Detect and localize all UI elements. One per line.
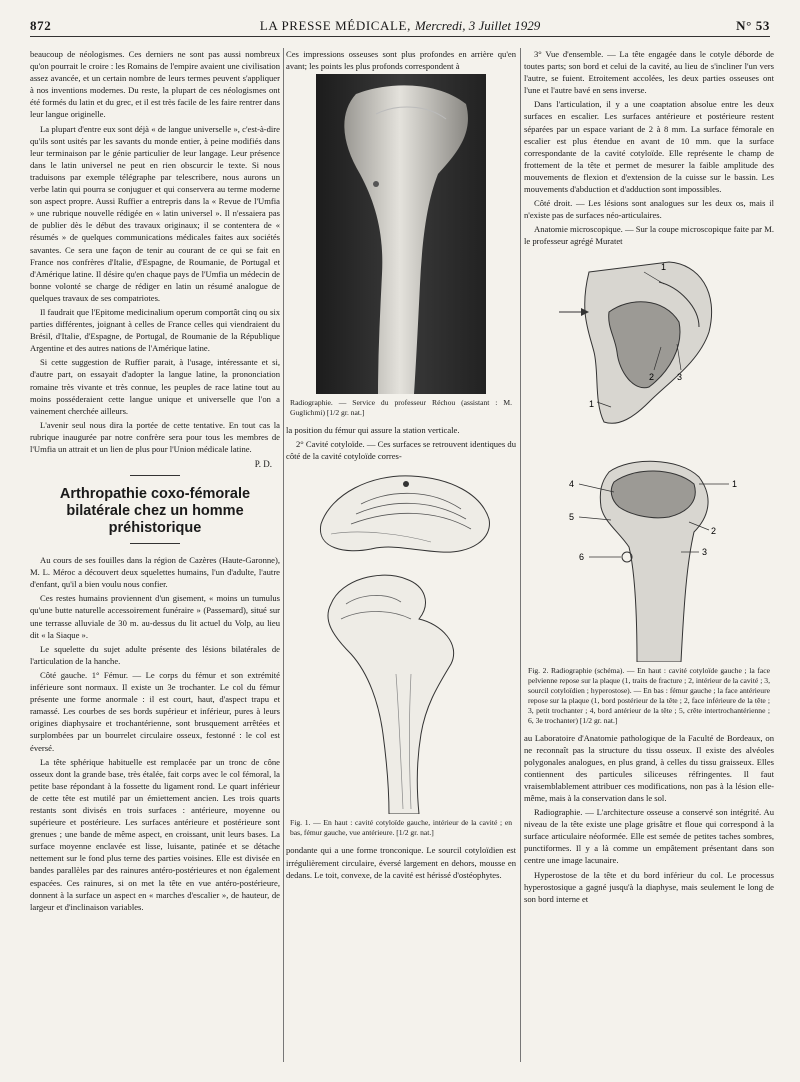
diagram-label: 5 (569, 511, 575, 522)
paragraph: Au cours de ses fouilles dans la région de Cazères (Haute-Garonne), M. L. Méroc a découvert deux squelettes humains, l'un d'adulte, l'autre d'enfant, qu'il a bien voulu nous confier. (30, 555, 280, 590)
issue-date: Mercredi, 3 Juillet 1929 (414, 18, 541, 33)
diagram-label: 2 (711, 525, 717, 536)
article-title: Arthropathie coxo-fémorale bilatérale chez un homme préhistorique (59, 486, 251, 537)
page-header (30, 14, 770, 37)
column-rule (520, 48, 521, 1062)
paragraph: La tête sphérique habituelle est remplacée par un tronc de cône osseux dont la grande base, très étalée, fait corps avec le col fémoral, la petite base répondant à la fossette du ligament rond. Le quart inférieur de cette tête est mutilé par un émiettement ancien. Les trois quarts restants sont divisés en trois surfaces : antérieure, moyenne ou supérieure et postérieure. Les surfaces antérieure et postérieure sont grenues ; une bande de même aspect, en croissant, unit leurs bases. La surface moyenne enclavée est lisse, luisante, patinée et se détache nettement sur le fond plus terne des parties voisines. Elle est divisée en bandes parallèles par des rainures antéro-postérieures et non également espacées. Ces rainures, si on met la tête en vue antéro-postérieure, donnent à la surface un aspect en « marches d'escalier », de hauteur, de largeur et d'inclinaison variables. (30, 756, 280, 912)
femur-drawing (301, 564, 501, 814)
diagram-label: 3 (702, 546, 708, 557)
paragraph: Si cette suggestion de Ruffier parait, à l'usage, intéressante et si, d'autre part, on essayait d'adopter la langue latine, la prononciation romaine très vivante et très connue, les peuples de race latine tout au moins posséderaient cette langue unique et universelle que l'on a vainement cherchée ailleurs. (30, 357, 280, 416)
column-middle (286, 48, 516, 1066)
paragraph: La plupart d'entre eux sont déjà « de langue universelle », c'est-à-dire qu'ils sont usités par les savants du monde entier, à peine modifiés dans leur terminaison par le génie particulier de leur langage. Leur présence dans le latin universel ne peut en rien obscurcir le texte. Si nous traduisons par exemple télégraphe par telescribere, nous aurons un verbe latin qui pourra se conjuguer et qui conservera au terme moderne son aspect propre. Aussi Ruffier a entrepris dans la « Revue de l'Umfia » une rubrique nouvelle rédigée en « latin universel ». Il n'essaiera pas de publier dès le début des travaux originaux; il se contentera de « résumés » de quelques communications médicales faites aux sociétés savantes. Ce sera une façon de tenir au courant de ce qui se fait en France nos confrères d'Italie, d'Espagne, de Roumanie, de Portugal et d'Amérique latine. Il désire qu'en chaque pays de l'Umfia un médecin de bonne volonté se charge de rédiger en latin un résumé analogue de quelques travaux de ses compatriotes. (30, 123, 280, 303)
figure-1-caption: Fig. 1. — En haut : cavité cotyloïde gauche, intérieur de la cavité ; en bas, fémur gauche, vue antérieure. [1/2 gr. nat.] (290, 818, 512, 838)
paragraph: Le squelette du sujet adulte présente des lésions bilatérales de l'articulation de la hanche. (30, 643, 280, 666)
separator-rule (130, 475, 180, 476)
figure-2-caption: Fig. 2. Radiographie (schéma). — En haut : cavité cotyloïde gauche ; la face pelvienne repose sur la plaque (1, traits de fracture ; 2, intérieur de la cavité ; 3, sourcil cotyloïdien ; hyperostose). — En bas : fémur gauche ; la face antérieure repose sur la plaque (1, bord postérieur de la tête ; 2, face inférieure de la tête ; 3, petit trochanter ; 4, bord antérieur de la tête ; 5, crête intertrochantérienne ; 6, 3e trochanter) [1/2 gr. nat.] (528, 665, 770, 725)
column-rule (283, 48, 284, 1062)
paragraph: Côté gauche. 1° Fémur. — Le corps du fémur et son extrémité inférieure sont normaux. Il existe un 3e trochanter. Le col du fémur présente une forme anormale : il est court, haut, d'aspect trapu et ramassé. Les courbes de ses bords supérieur et inférieur, pures à leurs origines diaphysaire et trochantérienne, sont brusquement arrêtées et surplombées par un bourrelet circulaire osseux, festonné : le col est éversé. (30, 669, 280, 753)
paragraph: Côté droit. — Les lésions sont analogues sur les deux os, mais il n'existe pas de surfaces néo-articulaires. (524, 198, 774, 221)
diagram-label: 1 (732, 478, 738, 489)
diagram-label: 1 (661, 261, 667, 272)
radiograph-photo (316, 74, 486, 394)
issue-number: N° 53 (736, 18, 770, 33)
paragraph: Dans l'articulation, il y a une coaptation absolue entre les deux surfaces en escalier. Les surfaces antérieure et postérieure restent séparées par un espace variant de 2 à 8 mm. La surface fémorale en escalier est plus étendue en avant de 10 mm. que la surface correspondante de la cavité cotyloïde. Elle représente le champ de frottement de la tête et permet de mesurer la faible amplitude des mouvements de flexion et d'extension de la cuisse sur le bassin. Les mouvements d'abduction et d'adduction sont impossibles. (524, 99, 774, 195)
paragraph: 3° Vue d'ensemble. — La tête engagée dans le cotyle déborde de toutes parts; son bord et celui de la cavité, au lieu de s'incliner l'un vers l'autre, se fuient. Etroitement accolées, les deux parties osseuses ont l'une et l'autre bavé en sens inverse. (524, 49, 774, 96)
separator-rule (130, 543, 180, 544)
paragraph: Il faudrait que l'Epitome medicinalium operum comportât cinq ou six parties différentes, joignant à celles de France celles qui viendraient du Brésil, d'Italie, d'Espagne, de Portugal, de Roumanie de la République Argentine et des autres nations de l'Amérique latine. (30, 306, 280, 354)
paragraph: Anatomie microscopique. — Sur la coupe microscopique faite par M. le professeur agrégé Muratet (524, 224, 774, 247)
paragraph: la position du fémur qui assure la station verticale. (286, 425, 460, 436)
paragraph: Hyperostose de la tête et du bord inférieur du col. Le processus hyperostosique a gagné jusqu'à la diaphyse, mais seulement le long de son bord interne et (524, 869, 774, 904)
schema-cotyloid (549, 252, 749, 452)
journal-title-line (30, 18, 770, 34)
paragraph: au Laboratoire d'Anatomie pathologique de la Faculté de Bordeaux, on ne reconnaît pas la structure du tissu osseux. Il existe des alvéoles polygonales analogues, en plus grand, à celles du tissu graisseux. Elles contiennent des particules siliceuses réfringentes. Il faut vraisemblablement attribuer ces modifications, non pas à la lésion elle-même, mais à la conservation dans le sol. (524, 732, 774, 803)
diagram-label: 6 (579, 551, 585, 562)
diagram-label: 4 (569, 478, 575, 489)
column-right (524, 48, 774, 1066)
paragraph: beaucoup de néologismes. Ces derniers ne sont pas aussi nombreux qu'on pourrait le croire : les Romains de l'empire avaient une civilisation assez avancée, et un certain nombre de leurs termes peuvent s'appliquer à nos inventions modernes. Du reste, la plupart de ces néologismes ont été formés du latin et du grec, et il est très facile de les faire rentrer dans leur langue originelle. (30, 49, 280, 120)
paragraph: pondante qui a une forme tronconique. Le sourcil cotyloïdien est irrégulièrement circulaire, éversé largement en dehors, mousse en dedans. Le toit, convexe, de la cavité est hérissé d'ostéophytes. (286, 845, 516, 880)
journal-title: LA PRESSE MÉDICALE, (259, 18, 411, 33)
paragraph: 2° Cavité cotyloïde. — Ces surfaces se retrouvent identiques du côté de la cavité cotyloïde corres- (286, 439, 516, 462)
diagram-label: 2 (649, 371, 655, 382)
author-signature: P. D. (254, 459, 272, 470)
schema-femur (549, 452, 749, 662)
column-left (30, 48, 280, 1066)
paragraph: L'avenir seul nous dira la portée de cette tentative. En tout cas la rubrique inaugurée par notre confrère sera pour tous les membres de l'Umfia un attrait et un lien de plus pour l'Union médicale latine. (30, 419, 280, 454)
page-number: 872 (30, 18, 52, 33)
diagram-label: 3 (677, 371, 683, 382)
paragraph: Ces impressions osseuses sont plus profondes en arrière qu'en avant; les points les plus profonds correspondent à (286, 49, 516, 72)
diagram-label: 1 (589, 398, 595, 409)
cotyloid-cavity-drawing (301, 464, 501, 564)
radiograph-caption: Radiographie. — Service du professeur Réchou (assistant : M. Guglichmi) [1/2 gr. nat.] (290, 398, 512, 418)
paragraph: Ces restes humains proviennent d'un gisement, « moins un tumulus qu'une butte naturelle accessoirement funéraire » (Passemard), situé sur une terrasse alluviale de 30 m. au-dessus du lit actuel du Volp, au lieu dit « la Siaque ». (30, 593, 280, 640)
paragraph: Radiographie. — L'architecture osseuse a conservé son intégrité. Au niveau de la tête existe une plage grisâtre et floue qui correspond à la surface articulaire néoformée. Elle est semée de petites taches sombres, punctiformes. Il y a là comme un empâtement présentant dans son centre une image lacunaire. (524, 807, 774, 866)
